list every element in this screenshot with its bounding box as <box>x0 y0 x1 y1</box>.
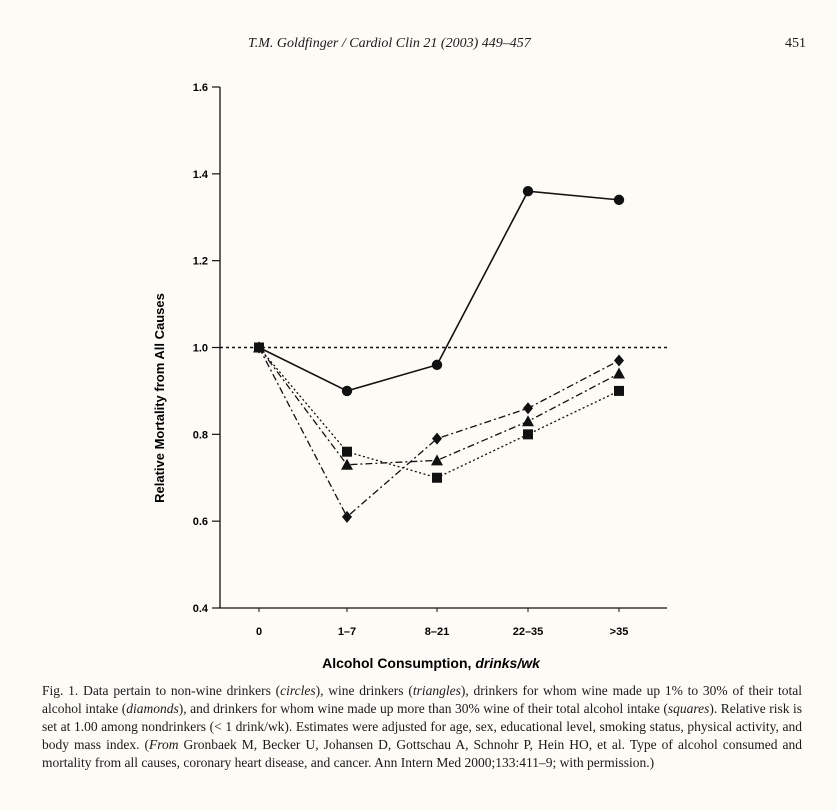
triangle-marker <box>522 415 534 426</box>
x-tick-label: 1–7 <box>337 626 357 638</box>
caption-emphasis: squares <box>667 701 710 716</box>
caption-text: ). Relative risk is set at 1.00 among nondrinkers (< 1 drink/wk). Estimates were adjusted for age, sex, educational level, smoking status, physical activity, and body mass index. ( <box>42 701 803 752</box>
triangle-marker <box>613 368 625 379</box>
chart-ticks <box>193 82 629 638</box>
x-tick-label: >35 <box>609 626 629 638</box>
caption-text: ), and drinkers for whom wine made up more than 30% wine of their total alcohol intake ( <box>178 701 668 716</box>
y-tick-label: 1.6 <box>192 82 208 94</box>
chart-series <box>253 186 625 523</box>
square-marker <box>254 343 264 353</box>
diamond-marker <box>523 402 533 414</box>
caption-text: Fig. 1. Data pertain to non-wine drinkers ( <box>42 683 281 698</box>
y-tick-label: 0.8 <box>192 429 208 442</box>
circle-marker <box>523 186 533 196</box>
square-marker <box>523 429 533 439</box>
figure-caption <box>42 682 802 772</box>
series-line-diamond <box>259 348 619 517</box>
x-tick-label: 8–21 <box>424 626 450 638</box>
caption-emphasis: circles <box>280 683 316 698</box>
circle-marker <box>342 386 352 396</box>
caption-emphasis: triangles <box>412 683 461 698</box>
y-tick-label: 0.6 <box>192 516 208 529</box>
y-axis-label: Relative Mortality from All Causes <box>152 293 167 503</box>
caption-text: ), drinkers for whom wine made up 1% to 30% of their total alcohol intake ( <box>42 683 802 716</box>
y-tick-label: 1.0 <box>192 342 208 355</box>
diamond-marker <box>614 355 624 367</box>
square-marker <box>614 386 624 396</box>
caption-emphasis: From <box>148 737 179 752</box>
circle-marker <box>614 195 624 205</box>
square-marker <box>342 447 352 457</box>
circle-marker <box>432 360 442 370</box>
triangle-marker <box>431 454 443 465</box>
caption-emphasis: diamonds <box>126 701 179 716</box>
running-head: T.M. Goldfinger / Cardiol Clin 21 (2003) 449–457 <box>248 36 531 51</box>
x-tick-label: 0 <box>255 626 263 638</box>
caption-text: Gronbaek M, Becker U, Johansen D, Gottschau A, Schnohr P, Hein HO, et al. Type of alcohol consumed and mortality from all causes, coronary heart disease, and cancer. Ann Intern Med 2000;133:411–9; with permission.) <box>42 737 802 770</box>
square-marker <box>432 473 442 483</box>
y-tick-label: 1.4 <box>192 168 208 181</box>
diamond-marker <box>342 511 352 523</box>
x-tick-label: 22–35 <box>512 626 544 638</box>
y-tick-label: 1.2 <box>192 255 208 268</box>
x-axis-label-main: Alcohol Consumption, <box>322 655 476 671</box>
page-number: 451 <box>785 36 806 51</box>
caption-text: ), wine drinkers ( <box>315 683 413 698</box>
y-tick-label: 0.4 <box>192 603 208 615</box>
diamond-marker <box>432 433 442 445</box>
x-axis-label <box>322 655 541 671</box>
x-axis-label-unit: drinks/wk <box>475 655 540 671</box>
